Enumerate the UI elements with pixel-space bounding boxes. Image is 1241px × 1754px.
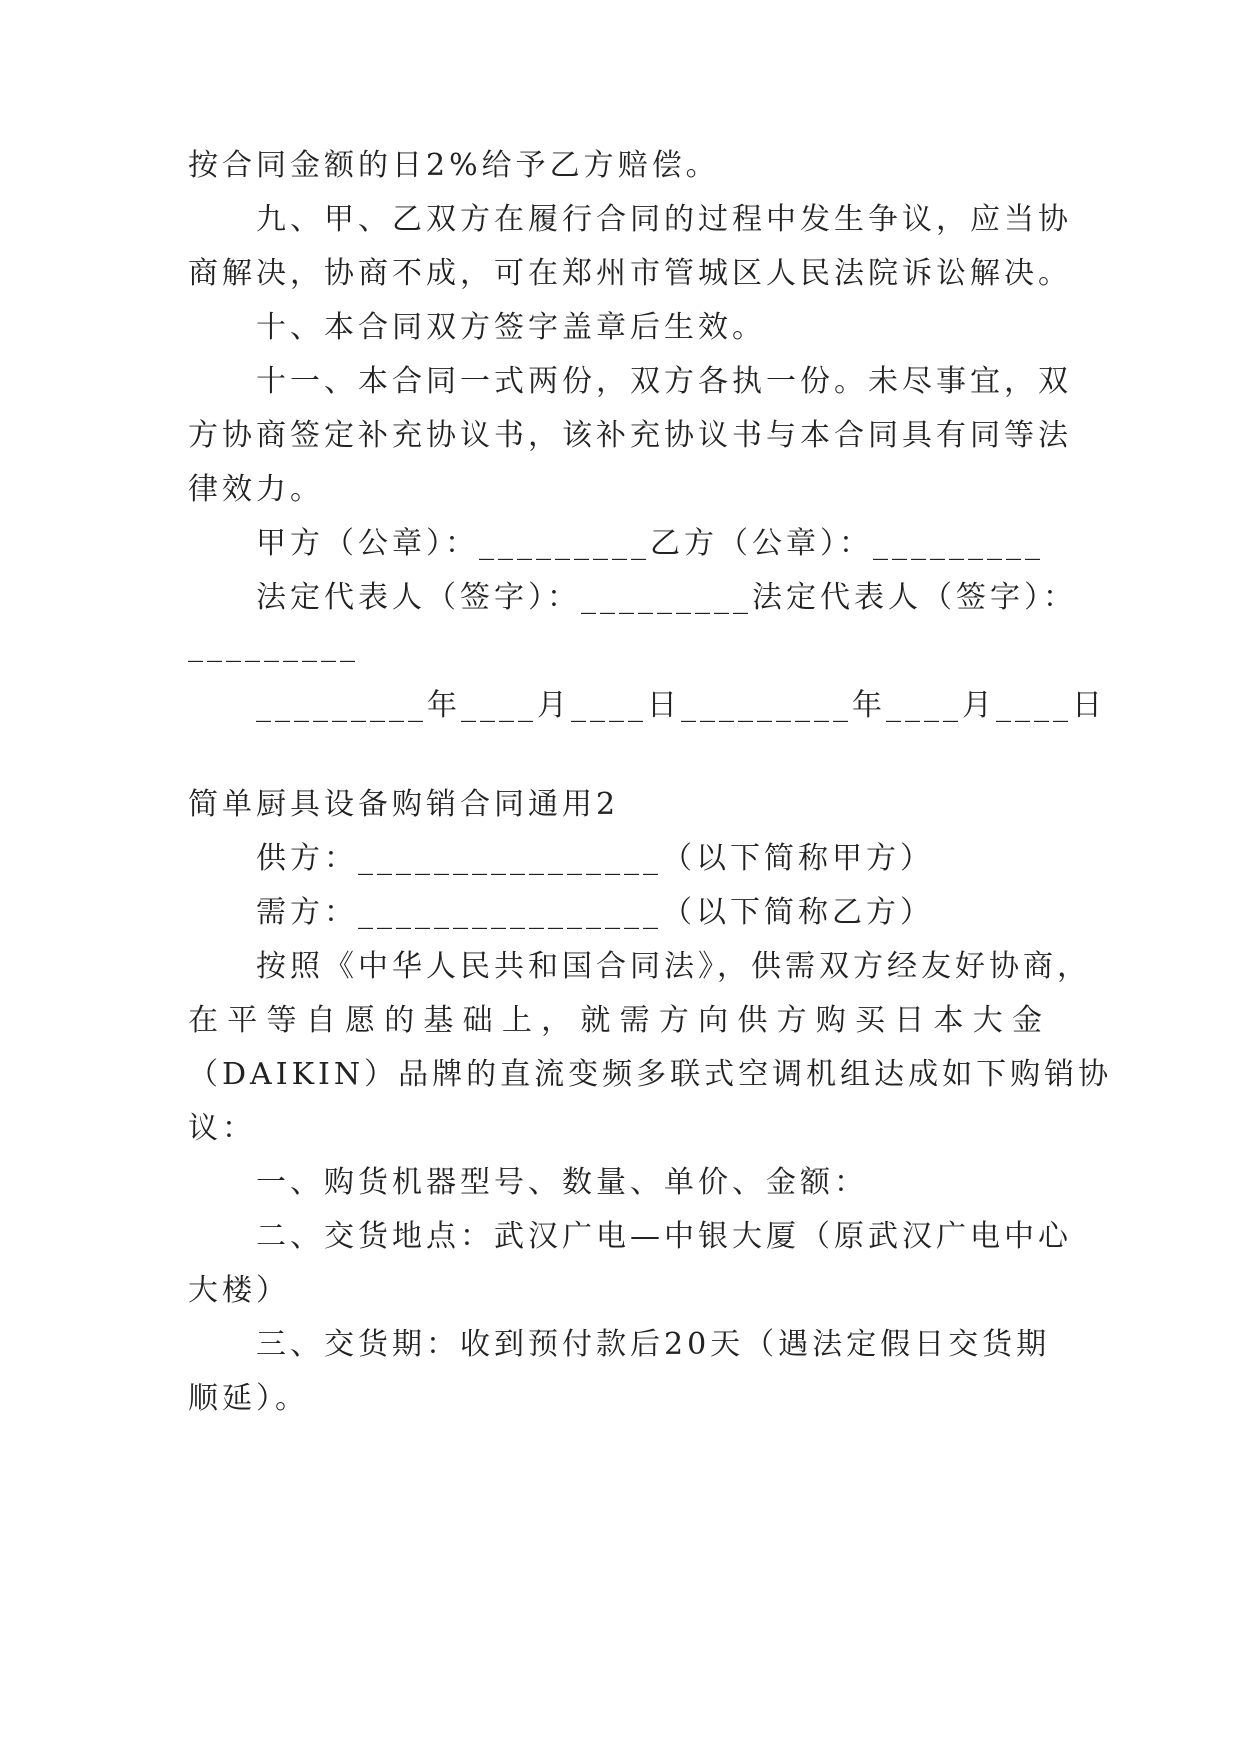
paragraph-line: （DAIKIN）品牌的直流变频多联式空调机组达成如下购销协: [188, 1057, 1113, 1092]
signature-blank: _________: [188, 628, 359, 663]
signature-line-seal: 甲方（公章）：_________乙方（公章）：_________: [256, 526, 1044, 561]
paragraph-line: 律效力。: [188, 472, 324, 507]
paragraph-line: 议：: [188, 1111, 256, 1146]
paragraph-line: 大楼）: [188, 1273, 290, 1308]
buyer-line: 需方：________________（以下简称乙方）: [256, 895, 934, 930]
paragraph-line: 十一、本合同一式两份，双方各执一份。未尽事宜，双: [256, 364, 1072, 399]
paragraph-line: 一、购货机器型号、数量、单价、金额：: [256, 1165, 868, 1200]
paragraph-line: 二、交货地点：武汉广电—中银大厦（原武汉广电中心: [256, 1219, 1072, 1254]
paragraph-line: 按合同金额的日2%给予乙方赔偿。: [188, 148, 720, 183]
section-title: 简单厨具设备购销合同通用2: [188, 787, 620, 822]
paragraph-line: 十、本合同双方签字盖章后生效。: [256, 310, 766, 345]
paragraph-line: 在平等自愿的基础上，就需方向供方购买日本大金: [188, 1003, 1046, 1038]
supplier-line: 供方：________________（以下简称甲方）: [256, 841, 934, 876]
paragraph-line: 九、甲、乙双方在履行合同的过程中发生争议，应当协: [256, 202, 1072, 237]
paragraph-line: 商解决，协商不成，可在郑州市管城区人民法院诉讼解决。: [188, 256, 1072, 291]
signature-line-representative: 法定代表人（签字）：_________法定代表人（签字）：: [256, 580, 1077, 615]
paragraph-line: 按照《中华人民共和国合同法》，供需双方经友好协商，: [256, 949, 1091, 984]
paragraph-line: 顺延）。: [188, 1381, 309, 1416]
paragraph-line: 方协商签定补充协议书，该补充协议书与本合同具有同等法: [188, 418, 1072, 453]
date-line: _________年____月____日_________年____月____日: [256, 688, 1106, 723]
paragraph-line: 三、交货期：收到预付款后20天（遇法定假日交货期: [256, 1327, 1051, 1362]
